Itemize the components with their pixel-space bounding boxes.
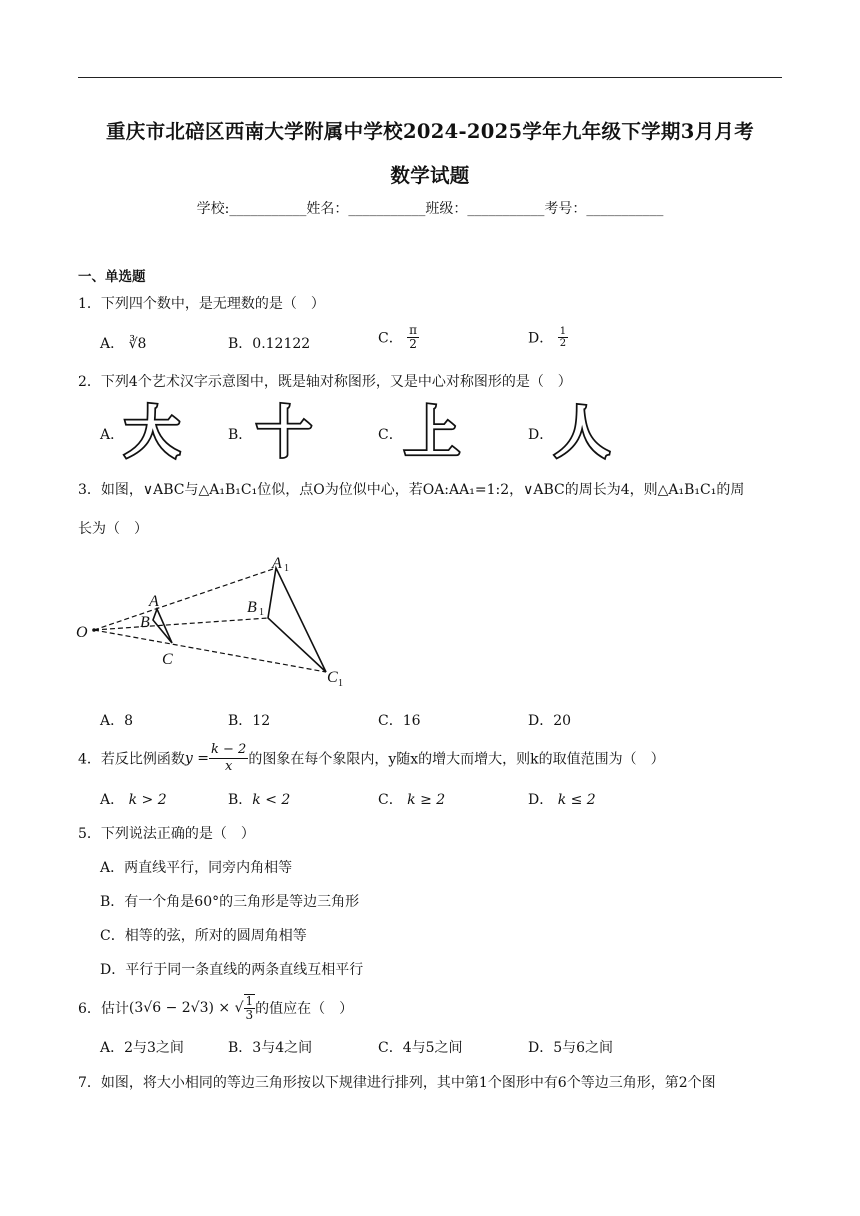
- q2-option-b-label: B．: [228, 427, 253, 443]
- q6-option-d: D．5与6之间: [528, 1040, 614, 1056]
- q5-option-b: B．有一个角是60°的三角形是等边三角形: [100, 894, 360, 910]
- q3-option-b: B．12: [228, 713, 271, 729]
- label-a1: A: [272, 555, 282, 572]
- triangle-abc: [153, 609, 172, 643]
- q4-option-a: A． k > 2: [100, 792, 167, 808]
- q2-option-c-label: C．: [378, 427, 403, 443]
- q5-option-c: C．相等的弦，所对的圆周角相等: [100, 928, 307, 944]
- q5-option-a: A．两直线平行，同旁内角相等: [100, 860, 293, 876]
- homothety-figure: [70, 548, 370, 693]
- label-c1-subscript: 1: [338, 678, 343, 689]
- question-1-stem: 1．下列四个数中，是无理数的是（ ）: [78, 296, 325, 312]
- q1-option-d: D． $\frac{1}{2}$: [528, 326, 567, 349]
- question-4-stem: 4．若反比例函数y = $\frac{k - 2}{x}$ 的图象在每个象限内，y随x的增大而增大，则k的取值范围为（ ）: [78, 742, 665, 774]
- q6-option-c: C．4与5之间: [378, 1040, 463, 1056]
- label-a: A: [149, 593, 159, 610]
- student-info-line: 学校:___________姓名：___________班级：___________考号：___________: [196, 201, 664, 217]
- q3-option-d: D．20: [528, 713, 572, 729]
- glyph-shi-icon: [250, 400, 318, 462]
- question-6-stem: 6．估计(3√6 − 2√3) × √ $\frac{1}{3}$ 的值应在（ ）: [78, 994, 354, 1022]
- question-3-stem-line1: 3．如图，∨ABC与△A₁B₁C₁位似，点O为位似中心，若OA:AA₁=1:2，∨ABC的周长为4，则△A₁B₁C₁的周: [78, 482, 745, 498]
- q3-option-a: A．8: [100, 713, 134, 729]
- label-c1: C: [327, 669, 338, 686]
- question-3-stem-line2: 长为（ ）: [78, 521, 148, 537]
- svg-text:大: 大: [124, 401, 180, 462]
- section-heading: 一、单选题: [78, 269, 146, 285]
- q6-option-b: B．3与4之间: [228, 1040, 313, 1056]
- glyph-da-icon: [118, 400, 186, 462]
- glyph-shang-icon: [398, 400, 466, 462]
- glyph-ren-icon: [548, 400, 616, 462]
- point-o: [92, 628, 96, 632]
- label-a1-subscript: 1: [284, 563, 289, 574]
- svg-text:上: 上: [404, 401, 460, 462]
- q2-option-a-label: A．: [100, 427, 125, 443]
- q3-option-c: C．16: [378, 713, 421, 729]
- ray-o-b1: [94, 618, 268, 630]
- ray-o-c1: [94, 630, 326, 672]
- q4-option-c: C． k ≥ 2: [378, 792, 446, 808]
- q4-option-b: B．k < 2: [228, 792, 291, 808]
- q4-option-d: D． k ≤ 2: [528, 792, 596, 808]
- svg-text:十: 十: [256, 401, 312, 462]
- label-b1: B: [247, 599, 257, 616]
- q6-option-a: A．2与3之间: [100, 1040, 184, 1056]
- q1-option-b: B．0.12122: [228, 336, 311, 352]
- q2-option-d-label: D．: [528, 427, 554, 443]
- q5-option-d: D．平行于同一条直线的两条直线互相平行: [100, 962, 364, 978]
- label-o: O: [76, 624, 88, 641]
- svg-text:人: 人: [554, 401, 610, 462]
- q1-option-c: C． $\frac{\pi}{2}$: [378, 323, 418, 351]
- label-b: B: [140, 614, 150, 631]
- page-subtitle: 数学试题: [390, 164, 470, 187]
- question-2-stem: 2．下列4个艺术汉字示意图中，既是轴对称图形，又是中心对称图形的是（ ）: [78, 374, 572, 390]
- question-5-stem: 5．下列说法正确的是（ ）: [78, 826, 255, 842]
- q1-option-a: A． ∛8: [100, 336, 147, 352]
- header-rule: [78, 77, 782, 78]
- question-7-stem: 7．如图，将大小相同的等边三角形按以下规律进行排列，其中第1个图形中有6个等边三角形，第2个图: [78, 1075, 716, 1091]
- page-title: 重庆市北碚区西南大学附属中学校2024-2025学年九年级下学期3月月考: [105, 120, 754, 143]
- label-c: C: [162, 651, 173, 668]
- triangle-a1b1c1: [268, 568, 326, 672]
- label-b1-subscript: 1: [259, 607, 264, 618]
